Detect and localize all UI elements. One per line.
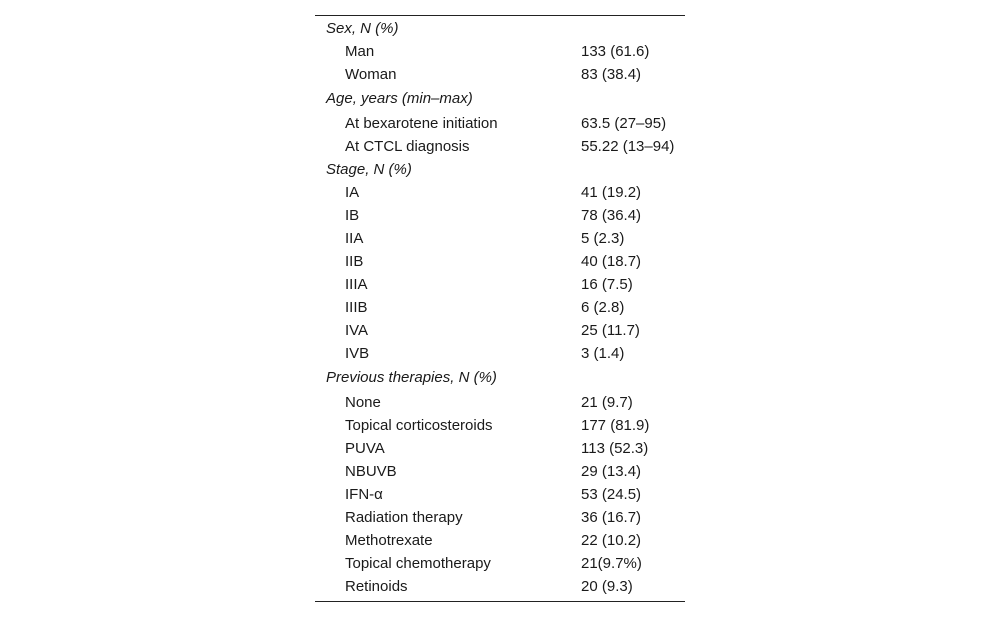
table-row [315, 63, 685, 86]
section-header-previous-therapies [315, 365, 685, 391]
row-value: 16 (7.5) [581, 276, 633, 293]
table-row [315, 319, 685, 342]
section-title: Previous therapies, N (%) [326, 369, 497, 386]
table-row [315, 112, 685, 135]
row-label: IIIA [345, 276, 368, 293]
table-row [315, 181, 685, 204]
table-row [315, 40, 685, 63]
table-row [315, 506, 685, 529]
row-value: 55.22 (13–94) [581, 138, 675, 155]
row-label: Retinoids [345, 578, 408, 595]
row-value: 40 (18.7) [581, 253, 642, 270]
row-label: IFN-α [345, 486, 383, 503]
row-label: PUVA [345, 440, 385, 457]
table-row [315, 483, 685, 506]
row-label: IIB [345, 253, 364, 270]
section-header-stage [315, 158, 685, 181]
baseline-characteristics-table [315, 15, 685, 602]
row-label: Methotrexate [345, 532, 433, 549]
table-row [315, 227, 685, 250]
table-row [315, 296, 685, 319]
section-header-age [315, 86, 685, 112]
section-title: Age, years (min–max) [326, 90, 473, 107]
row-label: IIA [345, 230, 364, 247]
section-header-sex [315, 17, 685, 40]
row-value: 177 (81.9) [581, 417, 650, 434]
table-row [315, 552, 685, 575]
row-label: Radiation therapy [345, 509, 463, 526]
row-value: 20 (9.3) [581, 578, 633, 595]
table-row [315, 414, 685, 437]
row-value: 133 (61.6) [581, 43, 650, 60]
row-value: 5 (2.3) [581, 230, 625, 247]
row-label: Woman [345, 66, 397, 83]
row-value: 21 (9.7) [581, 394, 633, 411]
table-row [315, 273, 685, 296]
row-value: 36 (16.7) [581, 509, 642, 526]
row-label: NBUVB [345, 463, 397, 480]
row-label: At bexarotene initiation [345, 115, 498, 132]
row-value: 21(9.7%) [581, 555, 642, 572]
table-row [315, 460, 685, 483]
section-title: Stage, N (%) [326, 161, 412, 178]
row-label: IA [345, 184, 360, 201]
row-label: At CTCL diagnosis [345, 138, 470, 155]
row-label: Man [345, 43, 375, 60]
row-value: 113 (52.3) [581, 440, 649, 457]
row-value: 83 (38.4) [581, 66, 642, 83]
table-row [315, 437, 685, 460]
row-value: 78 (36.4) [581, 207, 642, 224]
row-label: Topical corticosteroids [345, 417, 493, 434]
table-row [315, 391, 685, 414]
table-row [315, 529, 685, 552]
row-label: IIIB [345, 299, 368, 316]
row-label: Topical chemotherapy [345, 555, 491, 572]
row-value: 41 (19.2) [581, 184, 642, 201]
row-value: 3 (1.4) [581, 345, 625, 362]
row-value: 25 (11.7) [581, 322, 640, 339]
row-label: None [345, 394, 381, 411]
table-row [315, 250, 685, 273]
row-value: 29 (13.4) [581, 463, 642, 480]
row-label: IB [345, 207, 360, 224]
row-value: 6 (2.8) [581, 299, 625, 316]
row-value: 22 (10.2) [581, 532, 642, 549]
row-value: 53 (24.5) [581, 486, 642, 503]
row-label: IVB [345, 345, 370, 362]
row-label: IVA [345, 322, 369, 339]
row-value: 63.5 (27–95) [581, 115, 667, 132]
table-row [315, 342, 685, 365]
table-row [315, 575, 685, 598]
data-table [315, 17, 685, 598]
table-row [315, 204, 685, 227]
section-title: Sex, N (%) [326, 20, 399, 37]
table-row [315, 135, 685, 158]
